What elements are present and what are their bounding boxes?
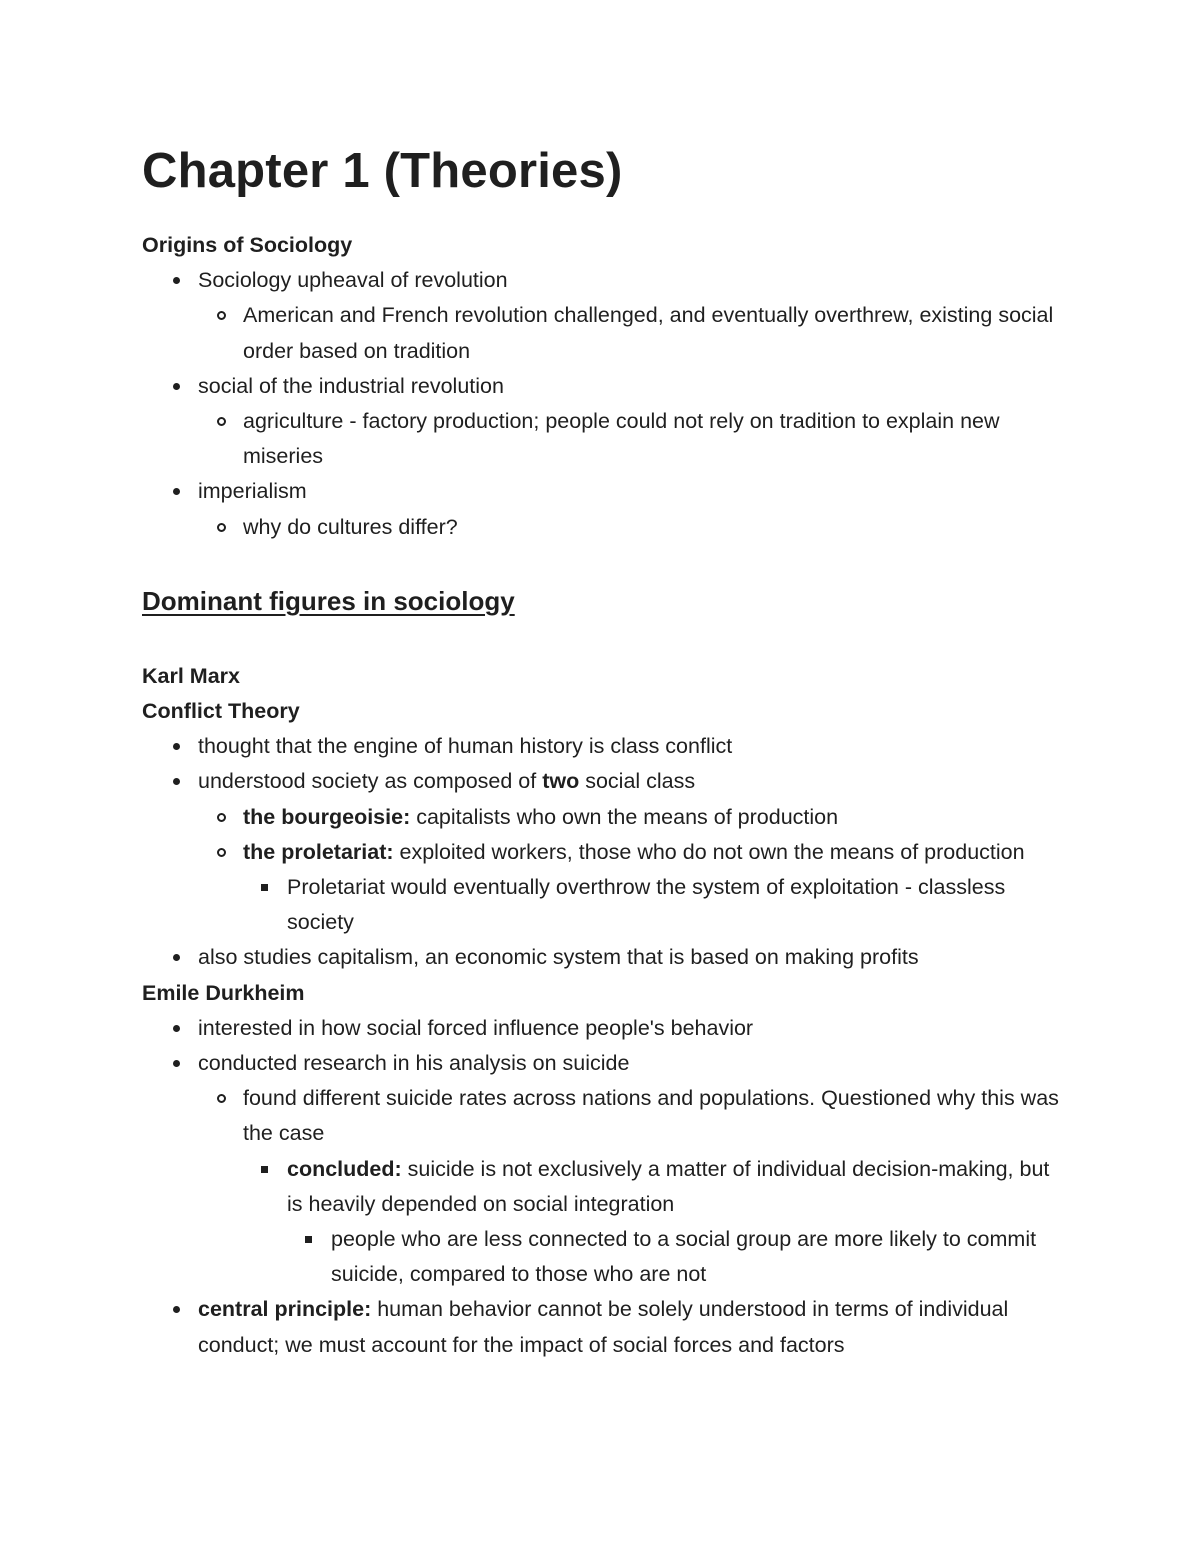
bullet-icon	[173, 778, 180, 785]
list-item: central principle: human behavior cannot be solely understood in terms of individual conduct; we must account for the impact of social forces and factors	[142, 1292, 1062, 1362]
bullet-icon	[173, 1025, 180, 1032]
page-title: Chapter 1 (Theories)	[142, 144, 623, 198]
bullet-icon	[173, 743, 180, 750]
list-item: also studies capitalism, an economic system that is based on making profits	[142, 940, 1062, 975]
bullet-icon	[173, 1060, 180, 1067]
bullet-icon	[173, 1306, 180, 1313]
hollow-bullet-icon	[217, 848, 226, 857]
hollow-bullet-icon	[217, 417, 226, 426]
list-item: conducted research in his analysis on suicide	[142, 1046, 1062, 1081]
document-page	[142, 140, 1062, 1363]
dominant-figures-heading: Dominant figures in sociology	[142, 585, 515, 616]
list-item: imperialism	[142, 474, 1062, 509]
list-item: concluded: suicide is not exclusively a matter of individual decision-making, but is heavily depended on social integration	[142, 1152, 1062, 1222]
square-bullet-icon	[305, 1236, 312, 1243]
origins-heading: Origins of Sociology	[142, 233, 353, 257]
bullet-icon	[173, 383, 180, 390]
marx-list	[142, 729, 1062, 975]
marx-heading: Karl Marx	[142, 663, 240, 688]
list-item: understood society as composed of two social class	[142, 764, 1062, 799]
list-item: found different suicide rates across nations and populations. Questioned why this was the case	[142, 1081, 1062, 1151]
square-bullet-icon	[261, 884, 268, 891]
list-item: why do cultures differ?	[142, 510, 1062, 545]
list-item: interested in how social forced influence people's behavior	[142, 1011, 1062, 1046]
list-item: American and French revolution challenged, and eventually overthrew, existing social order based on tradition	[142, 298, 1062, 368]
durkheim-heading: Emile Durkheim	[142, 980, 305, 1005]
list-item: Proletariat would eventually overthrow the system of exploitation - classless society	[142, 870, 1062, 940]
durkheim-list	[142, 1011, 1062, 1363]
bullet-icon	[173, 954, 180, 961]
hollow-bullet-icon	[217, 1094, 226, 1103]
square-bullet-icon	[261, 1166, 268, 1173]
bullet-icon	[173, 488, 180, 495]
list-item: social of the industrial revolution	[142, 369, 1062, 404]
conflict-theory-heading: Conflict Theory	[142, 699, 300, 724]
list-item: people who are less connected to a social group are more likely to commit suicide, compared to those who are not	[142, 1222, 1062, 1292]
bullet-icon	[173, 277, 180, 284]
list-item: the bourgeoisie: capitalists who own the means of production	[142, 800, 1062, 835]
hollow-bullet-icon	[217, 311, 226, 320]
hollow-bullet-icon	[217, 813, 226, 822]
origins-list	[142, 263, 1062, 545]
list-item: thought that the engine of human history is class conflict	[142, 729, 1062, 764]
list-item: the proletariat: exploited workers, those who do not own the means of production	[142, 835, 1062, 870]
list-item: agriculture - factory production; people could not rely on tradition to explain new miseries	[142, 404, 1062, 474]
hollow-bullet-icon	[217, 523, 226, 532]
list-item: Sociology upheaval of revolution	[142, 263, 1062, 298]
